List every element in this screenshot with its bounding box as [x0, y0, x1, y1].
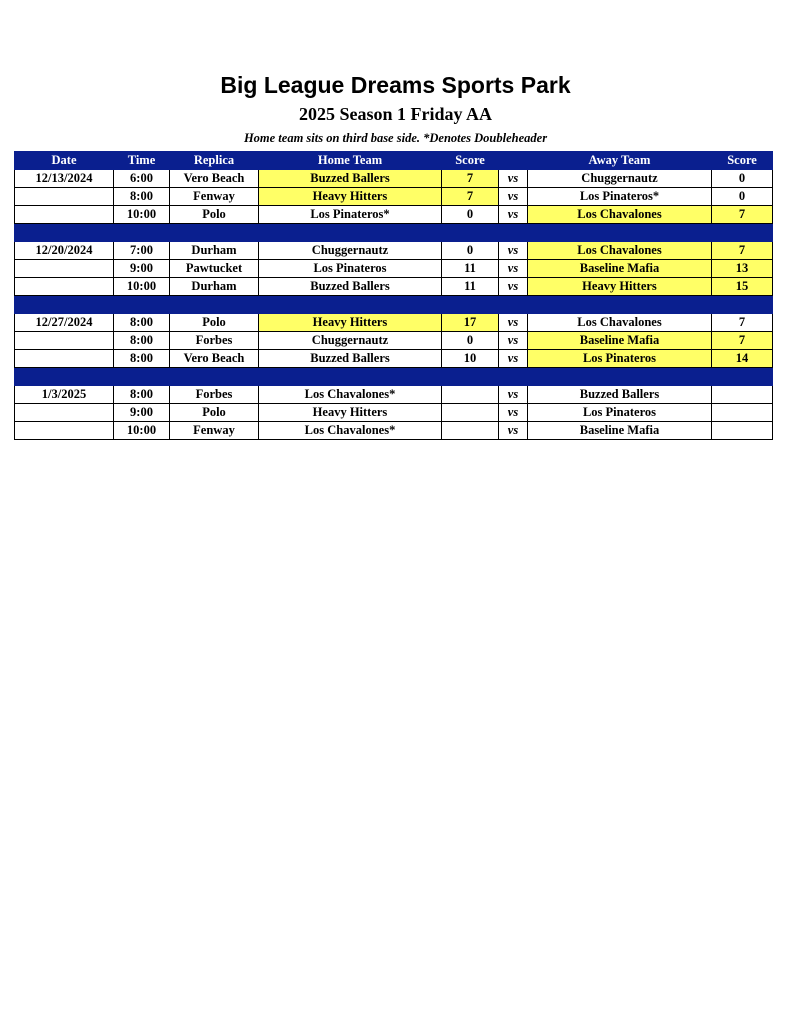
home-team-cell: Heavy Hitters [259, 188, 442, 206]
vs-cell: vs [499, 170, 528, 188]
date-cell: 1/3/2025 [15, 386, 114, 404]
time-cell: 7:00 [114, 242, 170, 260]
home-score-cell: 17 [442, 314, 499, 332]
separator-cell [442, 296, 499, 314]
time-cell: 8:00 [114, 314, 170, 332]
replica-cell: Polo [170, 314, 259, 332]
vs-cell: vs [499, 314, 528, 332]
page-title: Big League Dreams Sports Park [220, 72, 571, 98]
game-row [15, 332, 773, 350]
away-team-cell: Los Chavalones [528, 314, 712, 332]
away-score-cell: 14 [712, 350, 773, 368]
replica-cell: Pawtucket [170, 260, 259, 278]
game-row [15, 278, 773, 296]
home-team-cell: Buzzed Ballers [259, 278, 442, 296]
separator-cell [170, 368, 259, 386]
replica-cell: Durham [170, 242, 259, 260]
separator-cell [712, 296, 773, 314]
vs-cell: vs [499, 188, 528, 206]
game-row [15, 260, 773, 278]
replica-cell: Vero Beach [170, 350, 259, 368]
separator-cell [114, 368, 170, 386]
col-header-home-score: Score [442, 152, 499, 170]
page-subtitle: 2025 Season 1 Friday AA [298, 104, 493, 124]
home-team-cell: Chuggernautz [259, 242, 442, 260]
separator-cell [114, 296, 170, 314]
home-score-cell [442, 422, 499, 440]
away-score-cell: 7 [712, 206, 773, 224]
separator-cell [442, 368, 499, 386]
away-score-cell [712, 422, 773, 440]
week-separator [15, 296, 773, 314]
game-row [15, 422, 773, 440]
replica-cell: Durham [170, 278, 259, 296]
header-row [15, 152, 773, 170]
home-score-cell: 0 [442, 242, 499, 260]
separator-cell [259, 368, 442, 386]
away-score-cell [712, 404, 773, 422]
col-header-home-team: Home Team [259, 152, 442, 170]
home-score-cell: 7 [442, 170, 499, 188]
away-score-cell: 7 [712, 242, 773, 260]
col-header-replica: Replica [170, 152, 259, 170]
separator-cell [442, 224, 499, 242]
replica-cell: Vero Beach [170, 170, 259, 188]
col-header-date: Date [15, 152, 114, 170]
vs-cell: vs [499, 206, 528, 224]
time-cell: 8:00 [114, 350, 170, 368]
date-cell: 12/13/2024 [15, 170, 114, 188]
home-score-cell: 11 [442, 260, 499, 278]
separator-cell [528, 296, 712, 314]
separator-cell [259, 296, 442, 314]
replica-cell: Polo [170, 206, 259, 224]
time-cell: 9:00 [114, 260, 170, 278]
away-score-cell [712, 386, 773, 404]
date-cell [15, 188, 114, 206]
away-score-cell: 0 [712, 170, 773, 188]
replica-cell: Fenway [170, 422, 259, 440]
away-score-cell: 15 [712, 278, 773, 296]
home-team-cell: Buzzed Ballers [259, 170, 442, 188]
away-team-cell: Los Chavalones [528, 206, 712, 224]
date-cell [15, 350, 114, 368]
replica-cell: Fenway [170, 188, 259, 206]
replica-cell: Polo [170, 404, 259, 422]
home-score-cell [442, 404, 499, 422]
home-team-cell: Los Pinateros* [259, 206, 442, 224]
home-team-cell: Buzzed Ballers [259, 350, 442, 368]
away-team-cell: Baseline Mafia [528, 332, 712, 350]
game-row [15, 404, 773, 422]
away-team-cell: Chuggernautz [528, 170, 712, 188]
away-team-cell: Buzzed Ballers [528, 386, 712, 404]
home-team-cell: Heavy Hitters [259, 404, 442, 422]
schedule-table [14, 151, 773, 440]
date-cell [15, 260, 114, 278]
col-header-away-team: Away Team [528, 152, 712, 170]
separator-cell [528, 224, 712, 242]
date-cell [15, 206, 114, 224]
vs-cell: vs [499, 278, 528, 296]
away-team-cell: Baseline Mafia [528, 422, 712, 440]
date-cell: 12/27/2024 [15, 314, 114, 332]
replica-cell: Forbes [170, 332, 259, 350]
away-score-cell: 0 [712, 188, 773, 206]
game-row [15, 314, 773, 332]
vs-cell: vs [499, 350, 528, 368]
home-score-cell: 0 [442, 206, 499, 224]
separator-cell [15, 224, 114, 242]
date-cell [15, 332, 114, 350]
game-row [15, 188, 773, 206]
separator-cell [712, 368, 773, 386]
away-team-cell: Los Chavalones [528, 242, 712, 260]
home-score-cell: 10 [442, 350, 499, 368]
separator-cell [15, 368, 114, 386]
week-separator [15, 368, 773, 386]
game-row [15, 386, 773, 404]
time-cell: 8:00 [114, 332, 170, 350]
game-row [15, 350, 773, 368]
separator-cell [499, 368, 528, 386]
schedule-body [15, 170, 773, 440]
separator-cell [499, 224, 528, 242]
vs-cell: vs [499, 260, 528, 278]
home-team-cell: Los Chavalones* [259, 422, 442, 440]
vs-cell: vs [499, 242, 528, 260]
col-header-vs [499, 152, 528, 170]
time-cell: 10:00 [114, 206, 170, 224]
away-score-cell: 7 [712, 314, 773, 332]
vs-cell: vs [499, 404, 528, 422]
time-cell: 9:00 [114, 404, 170, 422]
away-team-cell: Baseline Mafia [528, 260, 712, 278]
date-cell [15, 422, 114, 440]
vs-cell: vs [499, 332, 528, 350]
separator-cell [259, 224, 442, 242]
separator-cell [170, 296, 259, 314]
date-cell [15, 278, 114, 296]
away-team-cell: Los Pinateros [528, 350, 712, 368]
separator-cell [15, 296, 114, 314]
separator-cell [528, 368, 712, 386]
vs-cell: vs [499, 386, 528, 404]
time-cell: 6:00 [114, 170, 170, 188]
away-score-cell: 7 [712, 332, 773, 350]
home-team-cell: Los Chavalones* [259, 386, 442, 404]
away-team-cell: Los Pinateros* [528, 188, 712, 206]
time-cell: 8:00 [114, 188, 170, 206]
vs-cell: vs [499, 422, 528, 440]
game-row [15, 242, 773, 260]
week-separator [15, 224, 773, 242]
date-cell [15, 404, 114, 422]
away-team-cell: Los Pinateros [528, 404, 712, 422]
away-score-cell: 13 [712, 260, 773, 278]
game-row [15, 206, 773, 224]
col-header-away-score: Score [712, 152, 773, 170]
home-team-cell: Chuggernautz [259, 332, 442, 350]
replica-cell: Forbes [170, 386, 259, 404]
home-team-cell: Heavy Hitters [259, 314, 442, 332]
time-cell: 10:00 [114, 422, 170, 440]
col-header-time: Time [114, 152, 170, 170]
game-row [15, 170, 773, 188]
time-cell: 8:00 [114, 386, 170, 404]
schedule-note: Home team sits on third base side. *Denotes Doubleheader [243, 131, 548, 145]
home-score-cell [442, 386, 499, 404]
separator-cell [712, 224, 773, 242]
separator-cell [114, 224, 170, 242]
separator-cell [170, 224, 259, 242]
home-score-cell: 7 [442, 188, 499, 206]
away-team-cell: Heavy Hitters [528, 278, 712, 296]
home-score-cell: 11 [442, 278, 499, 296]
separator-cell [499, 296, 528, 314]
date-cell: 12/20/2024 [15, 242, 114, 260]
home-team-cell: Los Pinateros [259, 260, 442, 278]
home-score-cell: 0 [442, 332, 499, 350]
time-cell: 10:00 [114, 278, 170, 296]
